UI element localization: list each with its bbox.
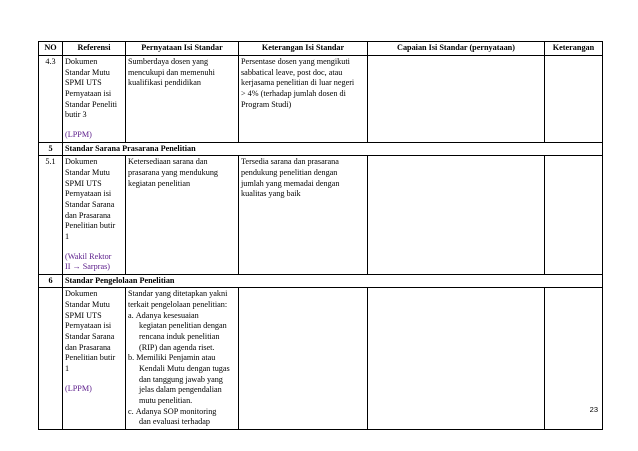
keterangan-cell (545, 156, 603, 275)
list-item-line: (RIP) dan agenda riset. (139, 342, 215, 352)
header-capaian: Capaian Isi Standar (pernyataan) (368, 42, 545, 56)
statement-line: Standar yang ditetapkan yakni (128, 289, 228, 299)
section-number: 6 (39, 274, 63, 288)
ref-line: Standar Sarana (65, 199, 115, 209)
ref-line: Pernyataan isi (65, 88, 112, 98)
description-line: kerjasama penelitian di luar negeri (241, 78, 355, 88)
description-line: Tersedia sarana dan prasarana (241, 157, 339, 167)
ref-line: SPMI UTS (65, 178, 102, 188)
table-row (39, 156, 603, 275)
list-marker: b. (128, 353, 135, 363)
header-keterangan-isi: Keterangan Isi Standar (239, 42, 368, 56)
section-title: Standar Pengelolaan Penelitian (63, 274, 603, 288)
keterangan-isi-cell (239, 288, 368, 430)
pernyataan-cell (126, 288, 239, 430)
section-number: 5 (39, 142, 63, 156)
ref-line: 1 (65, 231, 70, 241)
header-no: NO (39, 42, 63, 56)
table-row (39, 288, 603, 430)
header-pernyataan: Pernyataan Isi Standar (126, 42, 239, 56)
referensi-cell (63, 156, 126, 275)
statement-line: terkait pengelolaan penelitian: (128, 300, 228, 310)
list-item-line: kegiatan penelitian dengan (139, 321, 227, 331)
table-row (39, 56, 603, 143)
capaian-cell (368, 56, 545, 143)
description-line: jumlah yang memadai dengan (241, 178, 340, 188)
responsible-unit: (LPPM) (65, 129, 92, 139)
ref-line: dan Prasarana (65, 210, 111, 220)
description-line: sabbatical leave, post doc, atau (241, 67, 343, 77)
pernyataan-cell (126, 56, 239, 143)
list-marker: c. (128, 406, 134, 416)
pernyataan-cell (126, 156, 239, 275)
list-item-line: Adanya kesesuaian (135, 310, 199, 320)
responsible-unit: II → Sarpras) (65, 262, 111, 272)
keterangan-isi-cell (239, 156, 368, 275)
description-line: > 4% (terhadap jumlah dosen di (241, 88, 346, 98)
ref-line: 1 (65, 364, 70, 374)
capaian-cell (368, 288, 545, 430)
section-row (39, 142, 603, 156)
ref-line: Standar Mutu (65, 67, 110, 77)
ref-line: Dokumen (65, 57, 98, 66)
capaian-cell (368, 156, 545, 275)
list-item-line: jelas dalam pengendalian (139, 385, 222, 395)
statement-line: prasarana yang mendukung (128, 167, 219, 177)
list-item-line: mutu penelitian. (139, 396, 193, 406)
header-referensi: Referensi (63, 42, 126, 56)
ref-line: Standar Mutu (65, 167, 110, 177)
list-item (128, 407, 236, 428)
keterangan-isi-cell (239, 56, 368, 143)
referensi-cell (63, 288, 126, 430)
statement-line: mencukupi dan memenuhi (128, 67, 215, 77)
header-keterangan: Keterangan (545, 42, 603, 56)
description-line: kualitas yang baik (241, 189, 301, 199)
ref-line: Pernyataan isi (65, 189, 112, 199)
list-item-line: Adanya SOP monitoring (135, 406, 217, 416)
table-header-row (39, 42, 603, 56)
ref-line: Penelitian butir (65, 353, 116, 363)
list-item-line: dan tanggung jawab yang (139, 374, 223, 384)
ref-line: Standar Sarana (65, 332, 115, 342)
ref-line: dan Prasarana (65, 342, 111, 352)
description-line: Program Studi) (241, 99, 292, 109)
list-item-line: Kendali Mutu dengan tugas (139, 364, 230, 374)
statement-line: Ketersediaan sarana dan (128, 157, 208, 167)
responsible-unit: (Wakil Rektor (65, 251, 112, 261)
statement-line: Sumberdaya dosen yang (128, 57, 209, 66)
ref-line: Penelitian butir (65, 221, 116, 231)
description-line: pendukung penelitian dengan (241, 167, 338, 177)
list-item-line: Memiliki Penjamin atau (136, 353, 216, 363)
ref-line: Pernyataan isi (65, 321, 112, 331)
list-item (128, 311, 236, 354)
ref-line: Standar Mutu (65, 300, 110, 310)
statement-line: kualifikasi pendidikan (128, 78, 201, 88)
list-item (128, 353, 236, 406)
ref-line: butir 3 (65, 110, 87, 120)
statement-line: kegiatan penelitian (128, 178, 191, 188)
section-row (39, 274, 603, 288)
ref-line: Dokumen (65, 157, 98, 167)
section-title: Standar Sarana Prasarana Penelitian (63, 142, 603, 156)
list-marker: a. (128, 310, 134, 320)
ref-line: Dokumen (65, 289, 98, 299)
referensi-cell (63, 56, 126, 143)
page-number: 23 (589, 405, 598, 414)
row-number (39, 288, 63, 430)
description-line: Persentase dosen yang mengikuti (241, 57, 350, 66)
ref-line: SPMI UTS (65, 310, 102, 320)
keterangan-cell (545, 56, 603, 143)
ref-line: Standar Peneliti (65, 99, 118, 109)
list-item-line: rencana induk penelitian (139, 332, 220, 342)
responsible-unit: (LPPM) (65, 383, 92, 393)
standards-table (38, 41, 603, 430)
row-number: 5.1 (39, 156, 63, 275)
ref-line: SPMI UTS (65, 78, 102, 88)
row-number: 4.3 (39, 56, 63, 143)
list-item-line: dan evaluasi terhadap (139, 417, 210, 427)
